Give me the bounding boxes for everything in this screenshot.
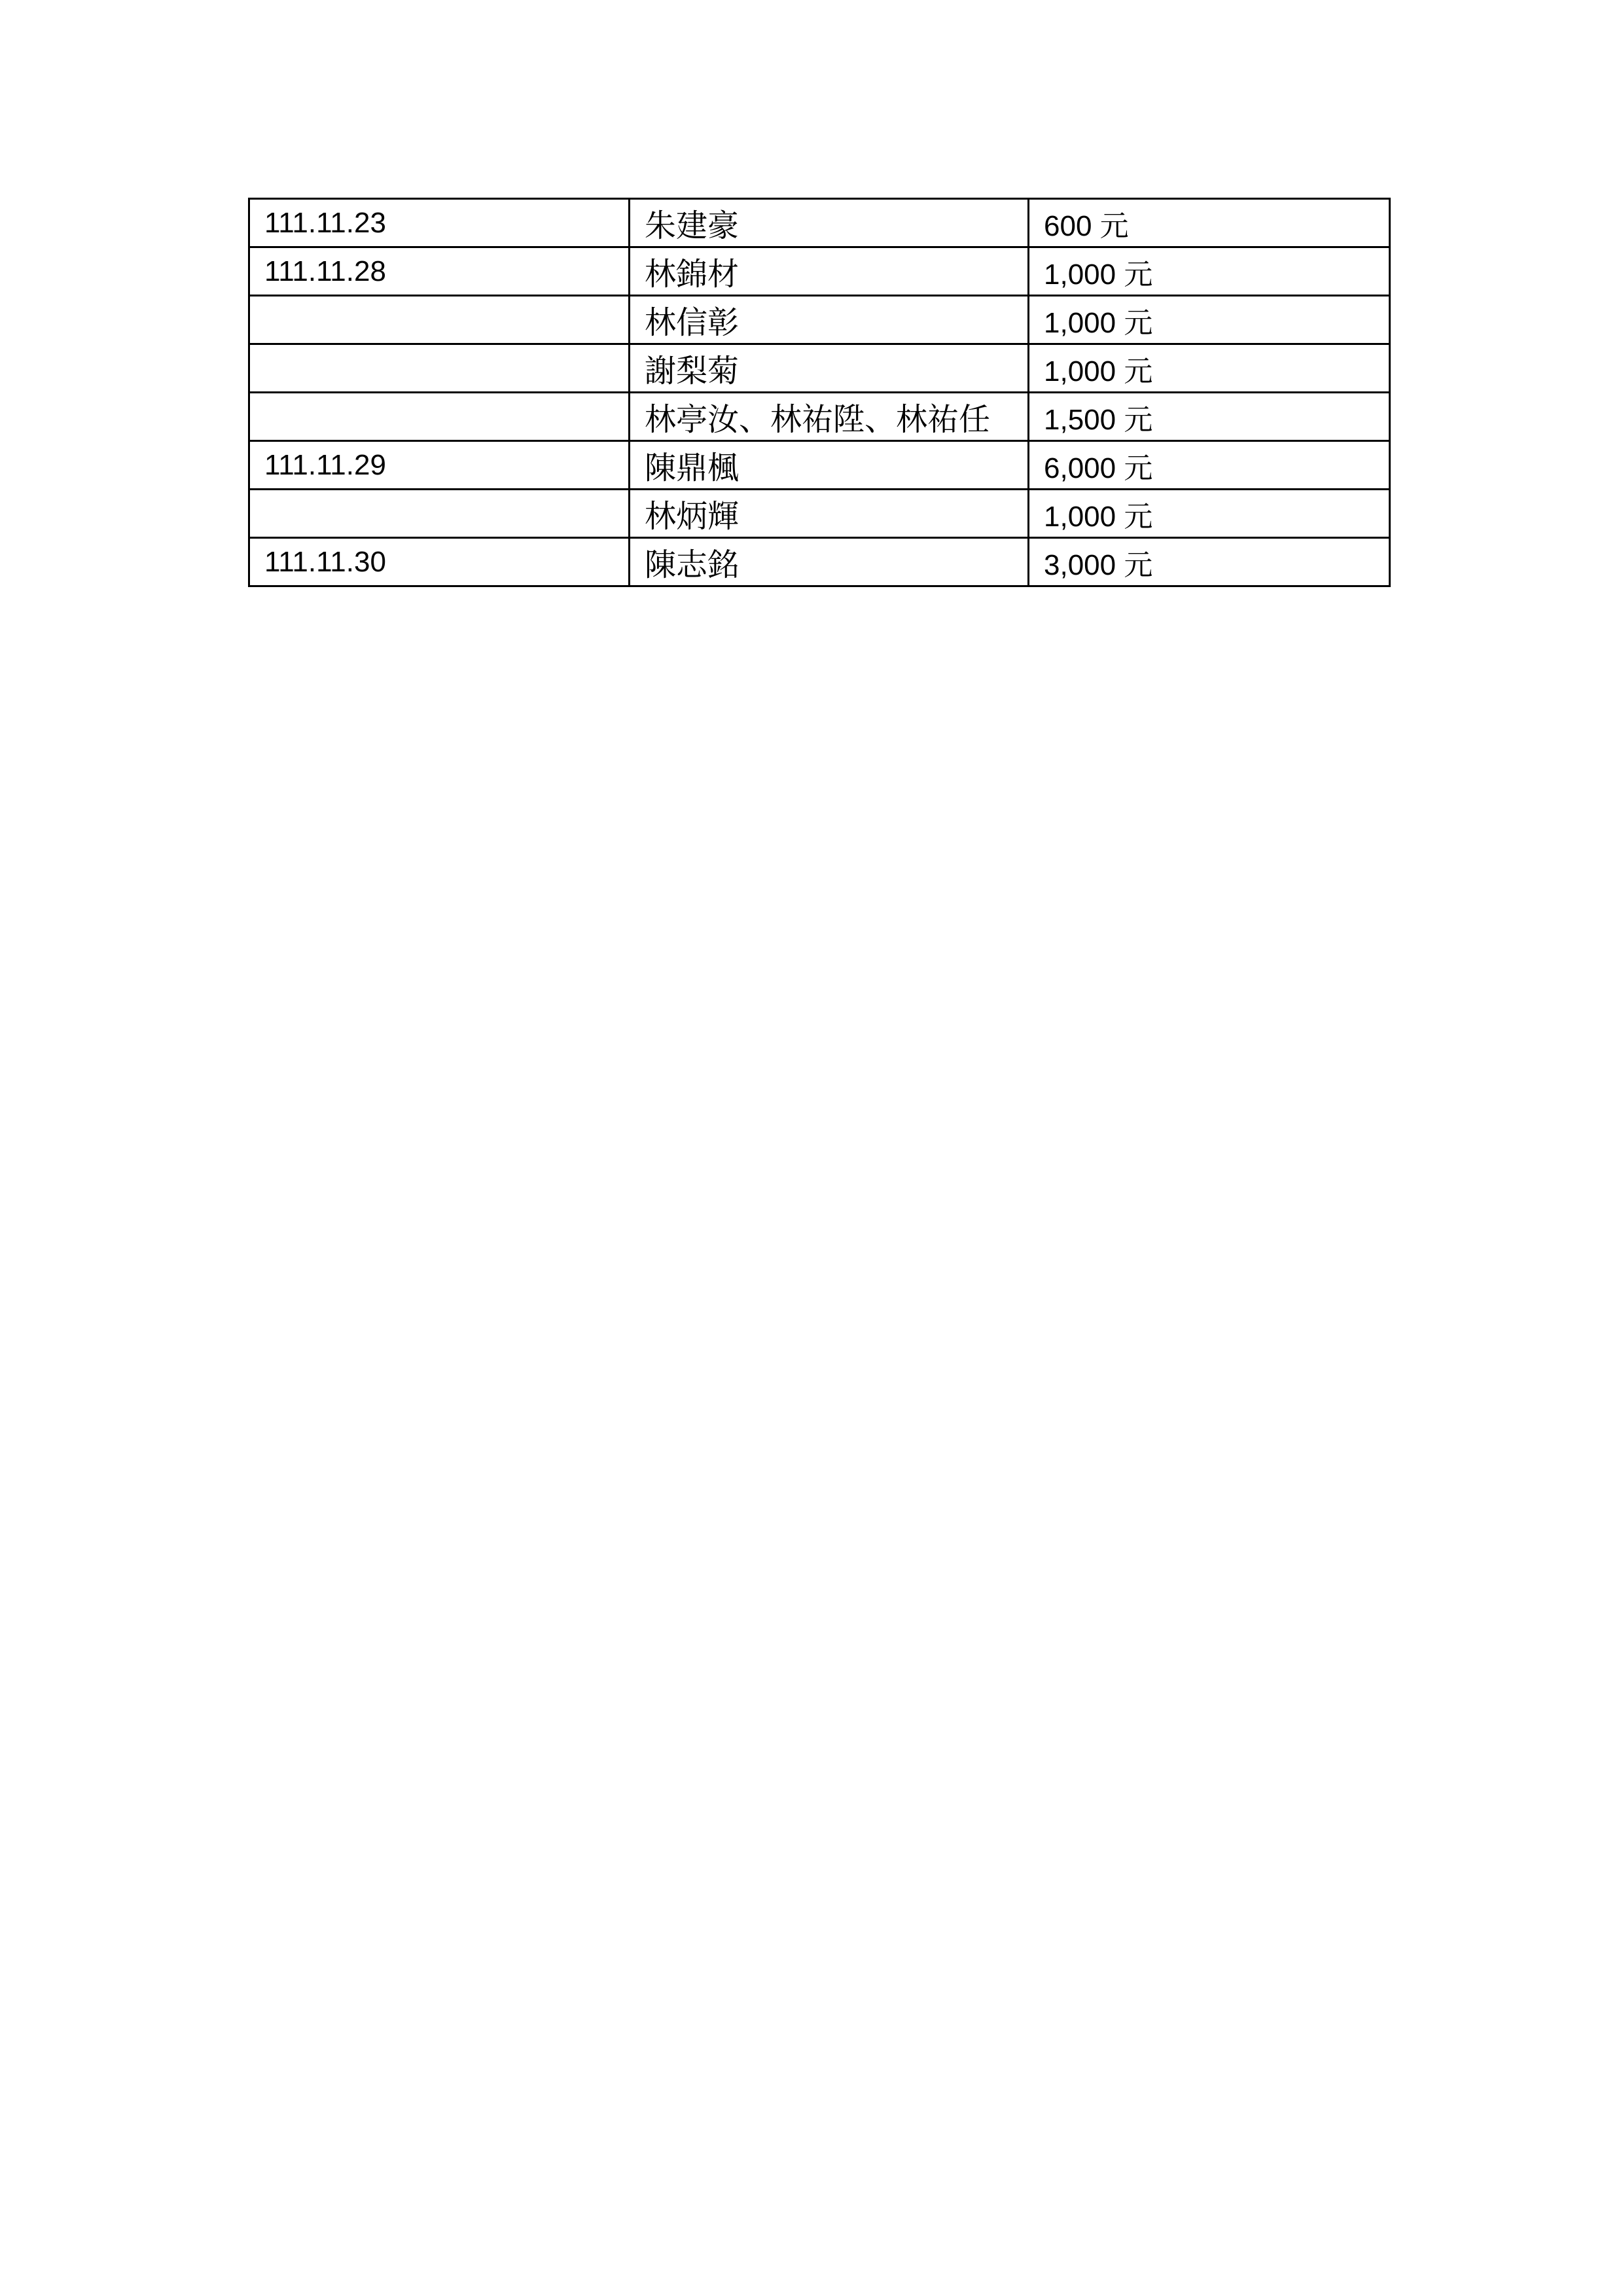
- donor-name-cell: 謝梨菊: [630, 344, 1029, 393]
- table-row: [249, 393, 1390, 441]
- amount-cell: 1,500 元: [1029, 393, 1390, 441]
- amount-cell: 1,000 元: [1029, 490, 1390, 538]
- table-row: [249, 199, 1390, 247]
- donations-table: [248, 198, 1391, 587]
- donor-name-cell: 林錦材: [630, 247, 1029, 296]
- date-cell: [249, 490, 630, 538]
- donor-name-cell: 林亭汝、林祐陞、林祐任: [630, 393, 1029, 441]
- donor-name-cell: 林炳輝: [630, 490, 1029, 538]
- amount-cell: 6,000 元: [1029, 441, 1390, 490]
- date-cell: 111.11.23: [249, 199, 630, 247]
- table-row: [249, 296, 1390, 344]
- table-row: [249, 490, 1390, 538]
- donor-name-cell: 陳鼎楓: [630, 441, 1029, 490]
- amount-cell: 600 元: [1029, 199, 1390, 247]
- date-cell: 111.11.30: [249, 538, 630, 586]
- donor-name-cell: 林信彰: [630, 296, 1029, 344]
- table-row: [249, 441, 1390, 490]
- amount-cell: 1,000 元: [1029, 344, 1390, 393]
- date-cell: 111.11.29: [249, 441, 630, 490]
- table-row: [249, 247, 1390, 296]
- table-row: [249, 344, 1390, 393]
- donor-name-cell: 陳志銘: [630, 538, 1029, 586]
- amount-cell: 3,000 元: [1029, 538, 1390, 586]
- date-cell: 111.11.28: [249, 247, 630, 296]
- date-cell: [249, 296, 630, 344]
- amount-cell: 1,000 元: [1029, 296, 1390, 344]
- amount-cell: 1,000 元: [1029, 247, 1390, 296]
- table-row: [249, 538, 1390, 586]
- donor-name-cell: 朱建豪: [630, 199, 1029, 247]
- date-cell: [249, 344, 630, 393]
- date-cell: [249, 393, 630, 441]
